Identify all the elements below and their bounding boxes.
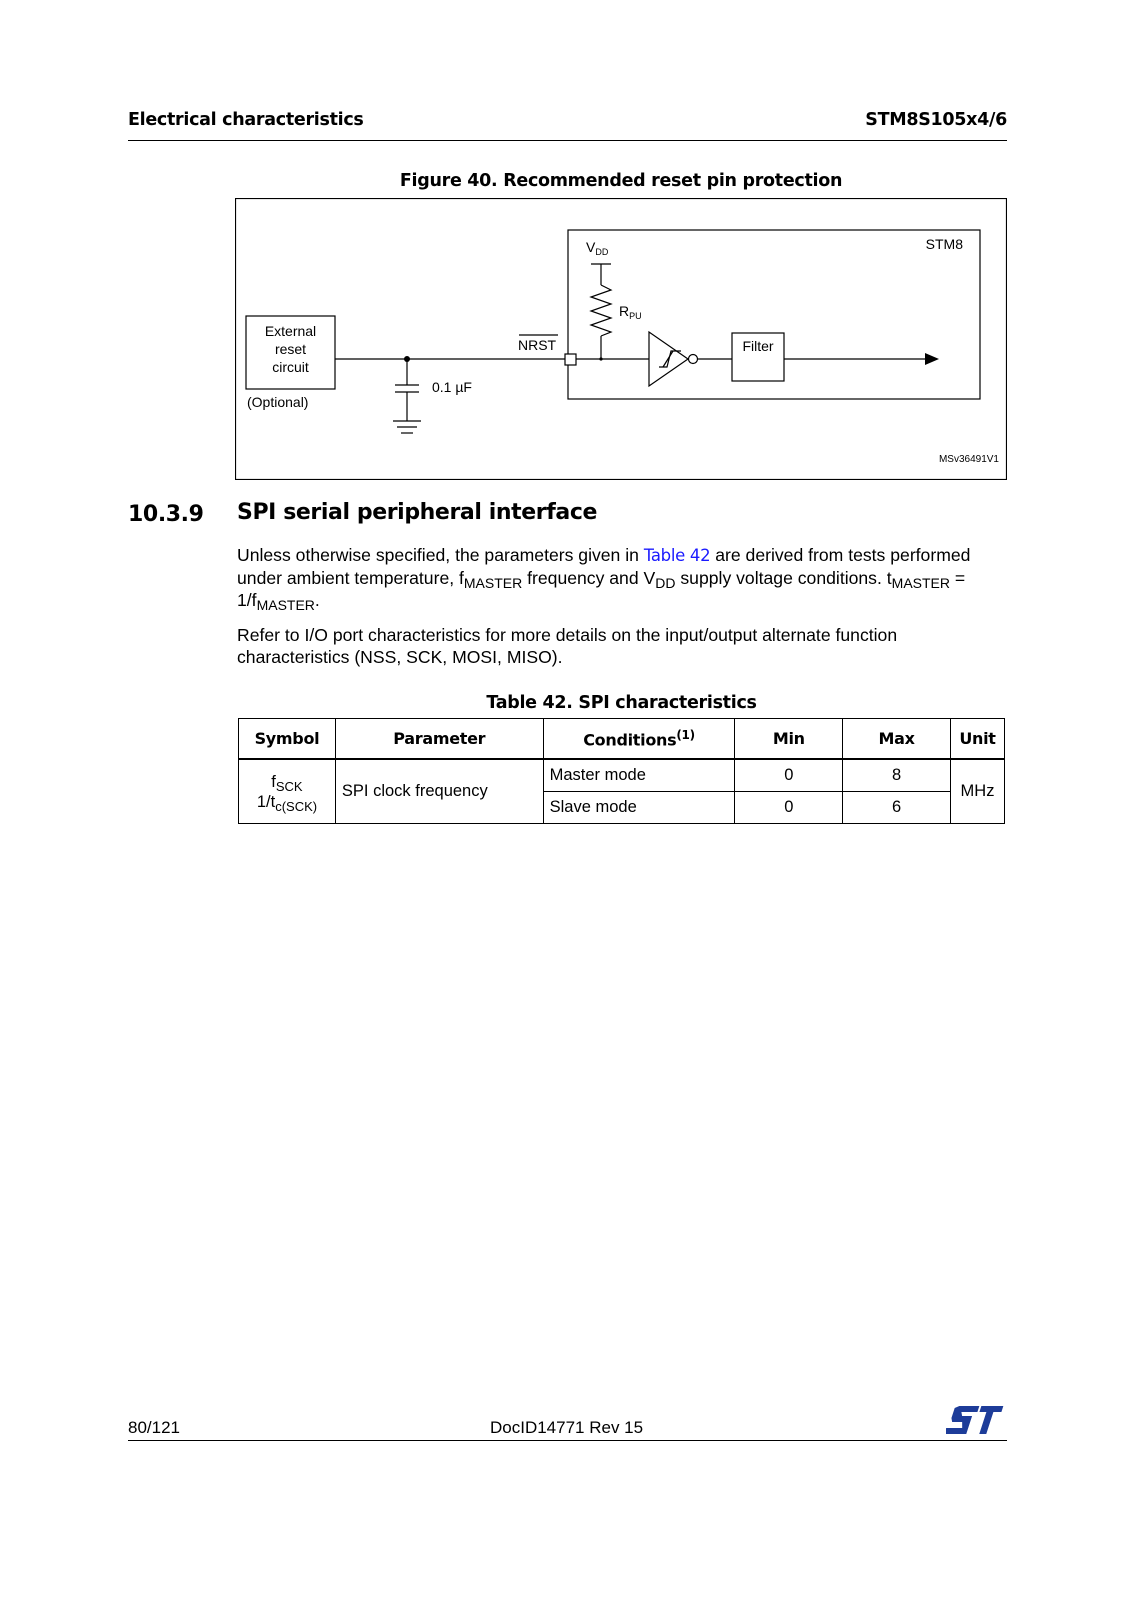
conditions-footnote-ref: (1) [676, 727, 695, 742]
stm8-label: STM8 [925, 236, 963, 252]
table-header-row [239, 719, 1005, 760]
header-conditions: Conditions$^{(1)}$ [543, 719, 735, 760]
header-parameter: Parameter [335, 719, 543, 760]
section-number: 10.3.9 [128, 502, 204, 527]
io-port-paragraph: Refer to I/O port characteristics for more details on the input/output alternate function characteristics (NSS, SCK, MOSI, MISO). [237, 625, 898, 667]
st-logo [946, 1404, 1004, 1436]
external-label-3: circuit [272, 359, 309, 375]
intro-paragraph: Unless otherwise specified, the parameters given in Table 42 are derived from tests performed under ambient temperature, $f_{MASTER}$ frequency and $V_{DD}$ supply voltage conditions. $t_{MASTER} = 1/f_{MASTER}$. [237, 545, 971, 613]
table-caption: Table 42. SPI characteristics [486, 693, 757, 713]
min-cell: 0 [735, 792, 843, 824]
running-header-left: Electrical characteristics [128, 110, 364, 130]
figure-caption: Figure 40. Recommended reset pin protection [399, 171, 843, 191]
max-cell: 8 [843, 759, 951, 792]
nrst-pin [565, 354, 576, 365]
header-min: Min [735, 719, 843, 760]
spi-characteristics-table [238, 718, 1005, 824]
running-header-right: STM8S105x4/6 [865, 110, 1007, 130]
header-unit: Unit [951, 719, 1005, 760]
external-label-1: External [264, 323, 317, 339]
optional-label: (Optional) [247, 394, 309, 410]
capacitor-label: 0.1 µF [432, 379, 472, 395]
page-number: 80/121 [128, 1418, 180, 1437]
footer-rule [128, 1440, 1007, 1441]
min-cell: 0 [735, 759, 843, 792]
figure-frame [236, 199, 1007, 480]
parameter-cell: SPI clock frequency [335, 759, 543, 824]
external-label-2: reset [274, 341, 307, 357]
nrst-label: NRST [518, 337, 557, 353]
header-symbol: Symbol [239, 719, 336, 760]
section-title: SPI serial peripheral interface [237, 500, 598, 525]
table-row [239, 759, 1005, 792]
max-cell: 6 [843, 792, 951, 824]
vdd-label: $V_{DD}$ [586, 239, 609, 257]
pullup-resistor [591, 285, 611, 336]
table-42-link[interactable]: Table 42 [643, 546, 711, 565]
output-arrow [925, 353, 939, 365]
condition-cell: Slave mode [543, 792, 735, 824]
condition-cell: Master mode [543, 759, 735, 792]
figure-code: MSv36491V1 [938, 454, 999, 465]
doc-id: DocID14771 Rev 15 [490, 1418, 644, 1437]
reset-pin-protection-diagram [235, 198, 1007, 480]
filter-label: Filter [742, 338, 774, 354]
header-rule [128, 140, 1007, 141]
header-max: Max [843, 719, 951, 760]
unit-cell: MHz [951, 759, 1005, 824]
rpu-label: $R_{PU}$ [619, 303, 642, 321]
symbol-cell: $f_{SCK}$ $1/t_{c(SCK)}$ [239, 759, 336, 824]
